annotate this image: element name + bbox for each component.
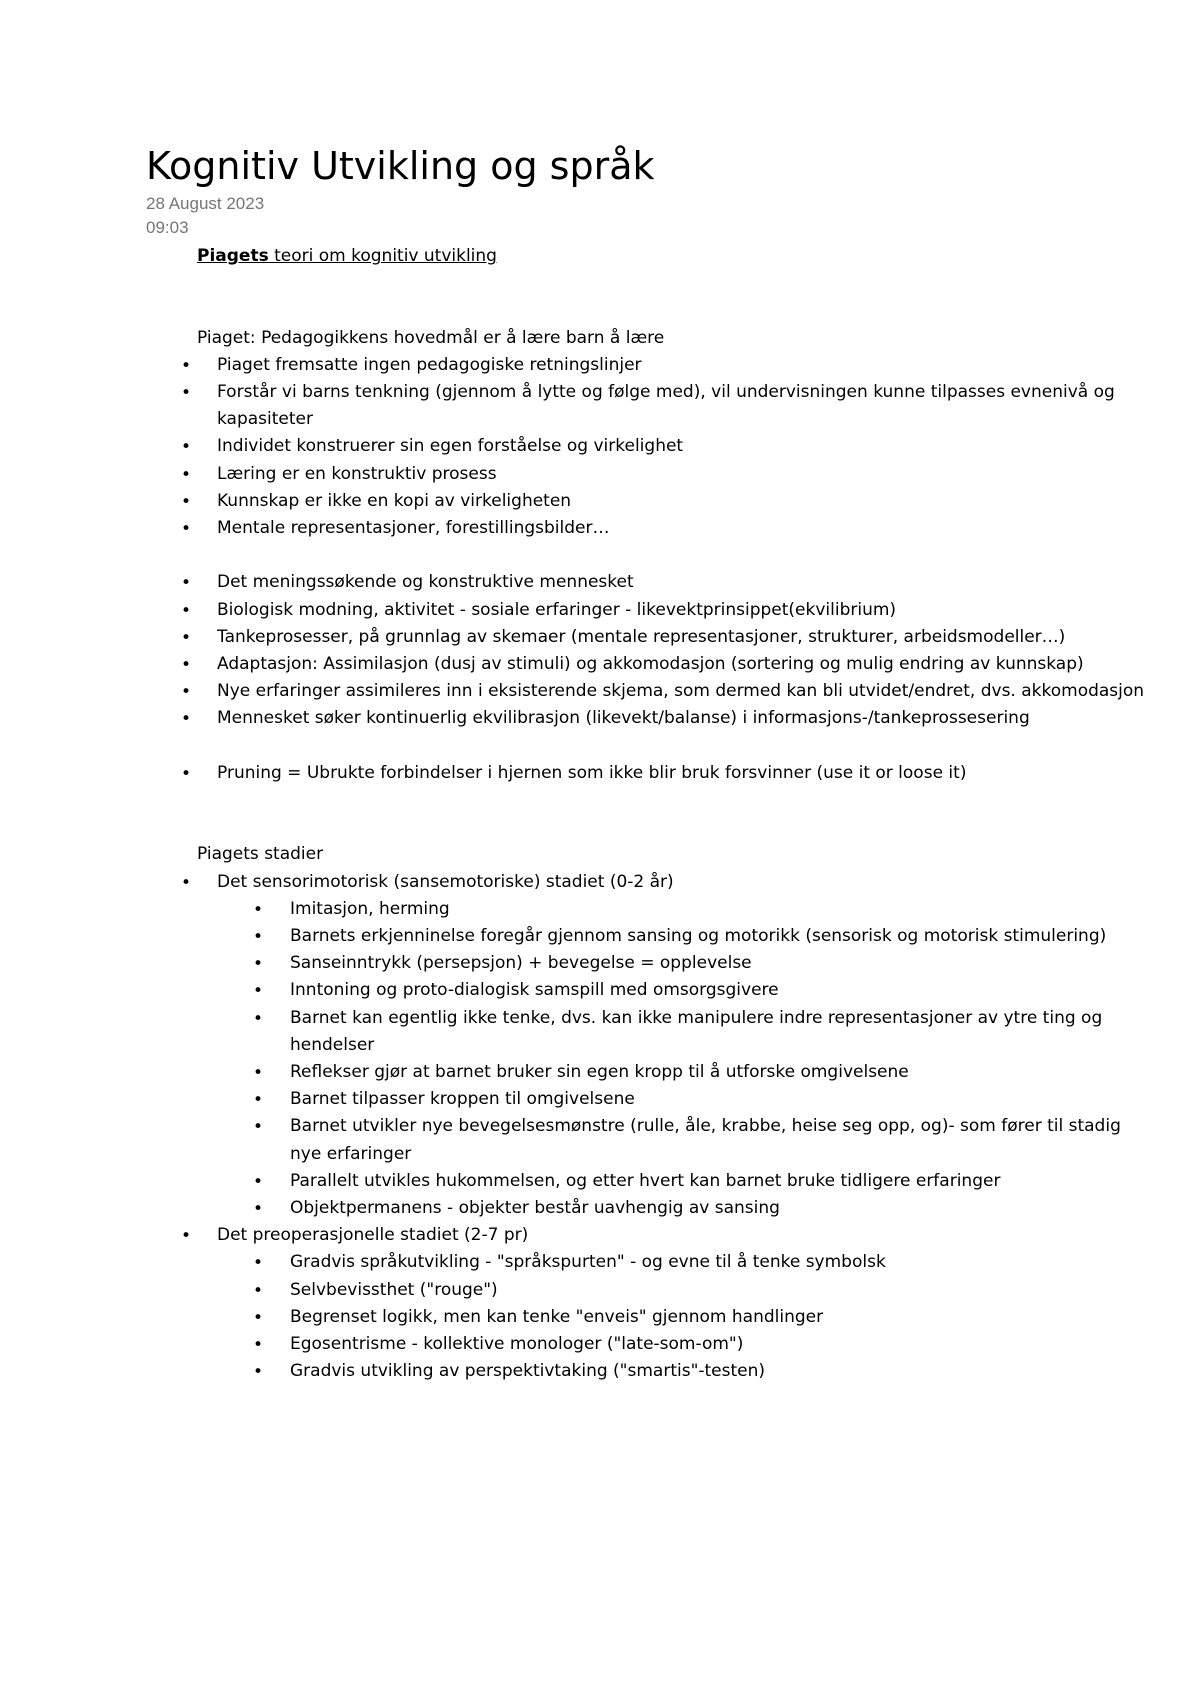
list-item-text: Det meningssøkende og konstruktive mennesket: [217, 572, 634, 593]
bullet-icon: •: [181, 573, 192, 594]
bullet-icon: •: [181, 655, 192, 675]
empty-line: [146, 787, 1146, 814]
list-item: [146, 896, 1146, 923]
bullet-icon: •: [253, 1307, 264, 1328]
list-item-text: Adaptasjon: Assimilasjon (dusj av stimuli) og akkomodasjon (sortering og mulig endring av kunnskap): [217, 654, 1084, 674]
heading-rest: teori om kognitiv utvikling: [268, 246, 497, 266]
intro-paragraph: Piaget: Pedagogikkens hovedmål er å lære barn å lære: [197, 327, 665, 348]
list-item: [146, 705, 1146, 732]
stage-sublist: [146, 896, 1146, 1222]
page-title: Kognitiv Utvikling og språk: [146, 144, 655, 188]
list-item-text: Barnet kan egentlig ikke tenke, dvs. kan ikke manipulere indre representasjoner av ytre ting og hendelser: [290, 1007, 1103, 1055]
list-item: [146, 678, 1146, 705]
list-item-text: Mennesket søker kontinuerlig ekvilibrasjon (likevekt/balanse) i informasjons-/tankeprossesering: [217, 708, 1030, 729]
bullet-icon: •: [253, 981, 264, 1002]
bullet-icon: •: [181, 355, 192, 376]
list-item: [146, 352, 1146, 379]
list-item-text: Det preoperasjonelle stadiet (2-7 pr): [217, 1225, 529, 1246]
bullet-icon: •: [181, 491, 192, 512]
list-item: [146, 1195, 1146, 1222]
bullet-icon: •: [181, 627, 192, 648]
list-item-text: Parallelt utvikles hukommelsen, og etter hvert kan barnet bruke tidligere erfaringer: [290, 1170, 1001, 1191]
page-date: 28 August 2023: [146, 194, 265, 213]
bullet-icon: •: [181, 872, 192, 893]
list-item: [146, 977, 1146, 1004]
list-item-text: Egosentrisme - kollektive monologer ("late-som-om"): [290, 1334, 744, 1355]
list-item-text: Barnets erkjenninelse foregår gjennom sansing og motorikk (sensorisk og motorisk stimulering): [290, 925, 1107, 946]
empty-line: [146, 270, 1146, 297]
list-item-text: Pruning = Ubrukte forbindelser i hjernen som ikke blir bruk forsvinner (use it or loose it): [217, 762, 967, 783]
heading-bold: Piagets: [197, 246, 269, 266]
stages-list: [146, 869, 1146, 1386]
bullet-icon: •: [253, 954, 264, 975]
list-item: [146, 1277, 1146, 1304]
list-item: [146, 1005, 1146, 1059]
list-item: [146, 379, 1146, 433]
page-time: 09:03: [146, 218, 189, 237]
bullet-icon: •: [253, 1090, 264, 1111]
bullet-icon: •: [181, 600, 192, 621]
bullet-icon: •: [181, 682, 192, 703]
list-item-text: Barnet utvikler nye bevegelsesmønstre (rulle, åle, krabbe, heise seg opp, og)- som fører til stadig nye erfaringer: [290, 1116, 1121, 1164]
list-item: [146, 1249, 1146, 1276]
list-item: [146, 461, 1146, 488]
list-item-text: Sanseinntrykk (persepsjon) + bevegelse = opplevelse: [290, 953, 752, 974]
bullet-icon: •: [181, 1226, 192, 1247]
list-item-text: Mentale representasjoner, forestillingsbilder…: [217, 518, 610, 538]
list-item-text: Piaget fremsatte ingen pedagogiske retningslinjer: [217, 354, 642, 375]
list-item-text: Tankeprosesser, på grunnlag av skemaer (mentale representasjoner, strukturer, arbeidsmodeller…): [217, 626, 1066, 647]
list-item: [146, 923, 1146, 950]
bullet-icon: •: [253, 1253, 264, 1274]
list-item: [146, 1358, 1146, 1385]
list-item-text: Læring er en konstruktiv prosess: [217, 463, 497, 484]
list-item-text: Gradvis språkutvikling - "språkspurten" - og evne til å tenke symbolsk: [290, 1252, 886, 1273]
list-item-text: Biologisk modning, aktivitet - sosiale erfaringer - likevektprinsippet(ekvilibrium): [217, 599, 897, 620]
bullet-icon: •: [253, 926, 264, 947]
list-item-text: Individet konstruerer sin egen forståelse og virkelighet: [217, 436, 684, 457]
bullet-list-pruning: [146, 760, 1146, 787]
list-item: [146, 433, 1146, 460]
note-content: [146, 243, 1146, 1385]
empty-line: [146, 733, 1146, 760]
bullet-icon: •: [253, 1171, 264, 1192]
bullet-icon: •: [253, 1280, 264, 1301]
empty-line: [146, 542, 1146, 569]
list-item: [146, 597, 1146, 624]
list-item: [146, 1086, 1146, 1113]
list-item-text: Nye erfaringer assimileres inn i eksisterende skjema, som dermed kan bli utvidet/endret, dvs. akkomodasjon: [217, 681, 1145, 702]
bullet-icon: •: [253, 1335, 264, 1356]
list-item: [146, 488, 1146, 515]
bullet-list-principles: [146, 352, 1146, 542]
list-item: [146, 1113, 1146, 1167]
bullet-icon: •: [181, 464, 192, 485]
list-item-text: Gradvis utvikling av perspektivtaking ("smartis"-testen): [290, 1361, 766, 1382]
section-heading: [197, 243, 1146, 270]
bullet-icon: •: [253, 1117, 264, 1138]
stages-heading: Piagets stadier: [197, 844, 324, 865]
list-item-text: Det sensorimotorisk (sansemotoriske) stadiet (0-2 år): [217, 871, 674, 892]
list-item: [146, 950, 1146, 977]
list-item-text: Barnet tilpasser kroppen til omgivelsene: [290, 1089, 635, 1110]
list-item: [146, 569, 1146, 596]
bullet-icon: •: [181, 437, 192, 458]
bullet-icon: •: [253, 1063, 264, 1083]
bullet-icon: •: [253, 899, 264, 920]
bullet-icon: •: [181, 709, 192, 730]
list-item: [146, 1059, 1146, 1086]
list-item-text: Inntoning og proto-dialogisk samspill med omsorgsgivere: [290, 980, 779, 1001]
stage-sublist: [146, 1249, 1146, 1385]
list-item-text: Reflekser gjør at barnet bruker sin egen kropp til å utforske omgivelsene: [290, 1062, 909, 1082]
list-item: [146, 1304, 1146, 1331]
list-item-text: Begrenset logikk, men kan tenke "enveis" gjennom handlinger: [290, 1306, 824, 1327]
bullet-list-constructivism: [146, 569, 1146, 732]
list-item: [146, 624, 1146, 651]
bullet-icon: •: [253, 1199, 264, 1220]
list-item: [146, 760, 1146, 787]
empty-line: [146, 297, 1146, 324]
list-item: [146, 651, 1146, 678]
bullet-icon: •: [181, 382, 192, 403]
bullet-icon: •: [253, 1008, 264, 1029]
bullet-icon: •: [181, 763, 192, 784]
list-item-text: Forstår vi barns tenkning (gjennom å lytte og følge med), vil undervisningen kunne tilpasses evnenivå og kapasiteter: [217, 381, 1115, 430]
list-item-text: Imitasjon, herming: [290, 898, 450, 919]
stage-item: [146, 869, 1146, 1223]
bullet-icon: •: [253, 1362, 264, 1383]
list-item: [146, 1331, 1146, 1358]
list-item: [146, 1168, 1146, 1195]
stage-item: [146, 1222, 1146, 1385]
list-item-text: Selvbevissthet ("rouge"): [290, 1279, 498, 1300]
list-item: [146, 515, 1146, 542]
bullet-icon: •: [181, 519, 192, 539]
list-item-text: Kunnskap er ikke en kopi av virkeligheten: [217, 490, 572, 511]
list-item-text: Objektpermanens - objekter består uavhengig av sansing: [290, 1198, 780, 1219]
empty-line: [146, 814, 1146, 841]
